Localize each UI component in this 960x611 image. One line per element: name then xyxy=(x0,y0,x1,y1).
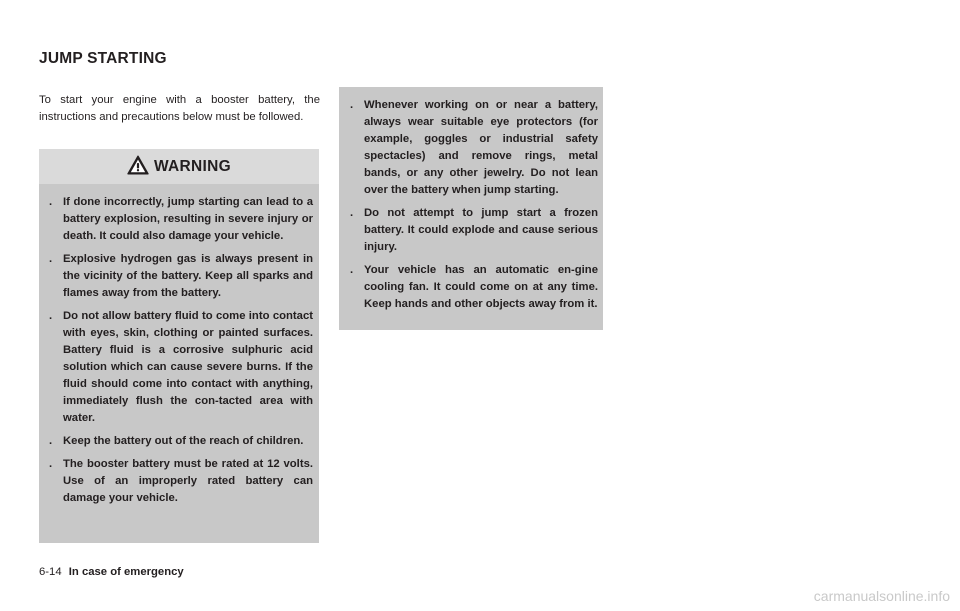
warning-item-text: Keep the battery out of the reach of children. xyxy=(63,435,304,447)
section-title: JUMP STARTING xyxy=(39,50,167,67)
warning-item-text: If done incorrectly, jump starting can lead to a battery explosion, resulting in severe injury or death. It could also damage your vehicle. xyxy=(63,196,313,242)
warning-item xyxy=(49,308,313,427)
bullet-point: . xyxy=(49,196,53,208)
bullet-point: . xyxy=(49,458,53,470)
warning-item-text: Your vehicle has an automatic en-gine cooling fan. It could come on at any time. Keep hands and other objects away from it. xyxy=(364,264,598,310)
bullet-point: . xyxy=(350,207,354,219)
page-footer xyxy=(39,566,184,578)
warning-triangle-icon xyxy=(127,155,149,175)
warning-box-continued xyxy=(339,87,603,330)
warning-item xyxy=(49,433,313,450)
page-number: 6-14 xyxy=(39,566,62,578)
bullet-point: . xyxy=(49,310,53,322)
warning-title: WARNING xyxy=(153,157,231,175)
bullet-point: . xyxy=(350,99,354,111)
warning-item xyxy=(49,194,313,245)
warning-item xyxy=(49,456,313,507)
warning-item-text: Explosive hydrogen gas is always present in the vicinity of the battery. Keep all sparks and flames away from the battery. xyxy=(63,253,313,299)
warning-item-text: Whenever working on or near a battery, always wear suitable eye protectors (for example, goggles or industrial safety spectacles) and remove rings, metal bands, or any other jewelry. Do not lean over the battery when jump starting. xyxy=(364,99,598,196)
chapter-title: In case of emergency xyxy=(68,566,184,578)
warning-item-text: Do not attempt to jump start a frozen battery. It could explode and cause serious injury. xyxy=(364,207,598,253)
bullet-point: . xyxy=(49,435,53,447)
warning-box xyxy=(39,149,319,543)
warning-header xyxy=(39,149,319,184)
warning-item xyxy=(350,262,598,313)
warning-item-text: Do not allow battery fluid to come into contact with eyes, skin, clothing or painted surfaces. Battery fluid is a corrosive sulphuric acid solution which can cause severe burns. If the fluid should come into contact with anything, immediately flush the con-tacted area with water. xyxy=(63,310,313,424)
intro-paragraph: To start your engine with a booster battery, the instructions and precautions below must be followed. xyxy=(39,94,320,123)
bullet-point: . xyxy=(49,253,53,265)
watermark: carmanualsonline.info xyxy=(813,588,950,604)
warning-item xyxy=(350,205,598,256)
warning-item xyxy=(350,97,598,199)
bullet-point: . xyxy=(350,264,354,276)
warning-item xyxy=(49,251,313,302)
warning-list-col1 xyxy=(49,194,313,513)
warning-item-text: The booster battery must be rated at 12 volts. Use of an improperly rated battery can damage your vehicle. xyxy=(63,458,313,504)
warning-list-col2 xyxy=(350,97,598,319)
